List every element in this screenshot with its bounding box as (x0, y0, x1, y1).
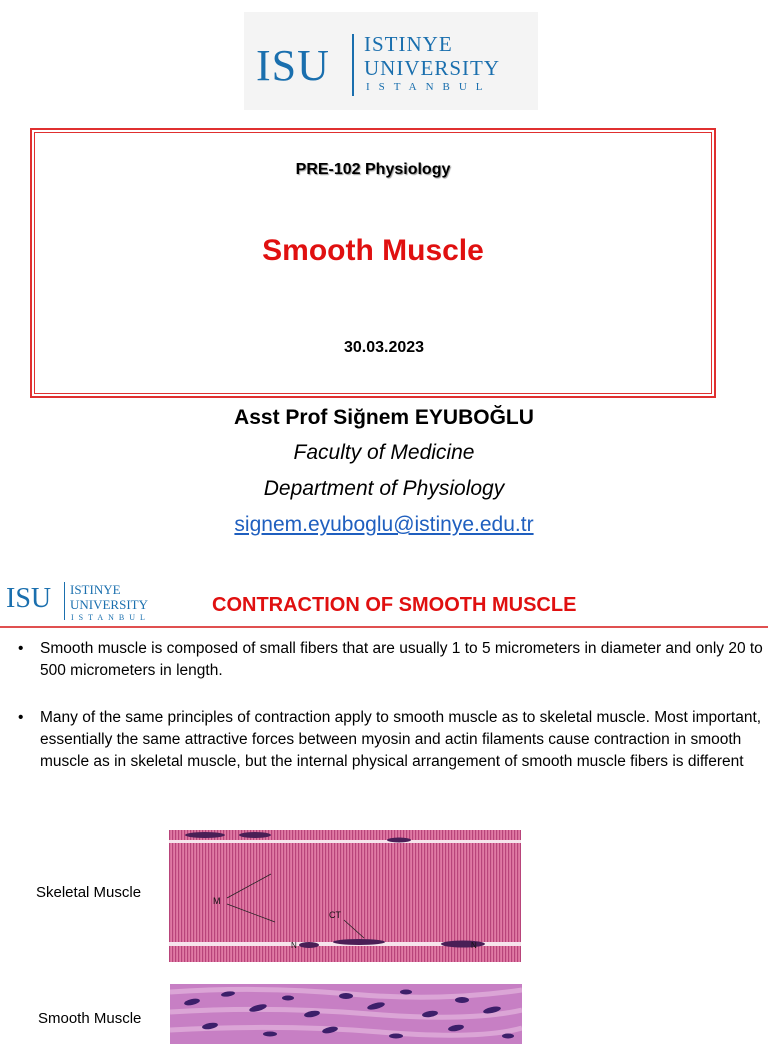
bullet-item (18, 707, 760, 803)
logo-divider (64, 582, 65, 620)
bullet-item (18, 638, 763, 688)
bullet-text: Many of the same principles of contraction apply to smooth muscle as to skeletal muscle. Most important, essentially the same attractive forces between myosin and actin filaments cause contraction in smooth muscle as in skeletal muscle, but the internal physical arrangement of smooth muscle fibers is different (40, 709, 762, 770)
university-logo-small (6, 576, 182, 624)
smooth-muscle-label: Smooth Muscle (38, 1010, 142, 1027)
department-name: Department of Physiology (263, 477, 505, 500)
title-divider (0, 626, 768, 628)
lecture-date: 30.03.2023 (343, 339, 425, 356)
university-logo (244, 12, 538, 110)
author-name: Asst Prof Siğnem EYUBOĞLU (234, 406, 534, 429)
smooth-muscle-micrograph (170, 984, 522, 1044)
logo-line-2: UNIVERSITY (70, 597, 148, 612)
course-code: PRE-102 Physiology (295, 161, 451, 178)
label-m: M (213, 896, 221, 906)
logo-line-1: ISTINYE (70, 582, 121, 597)
skeletal-muscle-micrograph (169, 830, 521, 962)
bullet-marker: • (18, 640, 24, 657)
logo-line-3: ISTANBUL (71, 613, 150, 622)
skeletal-muscle-label: Skeletal Muscle (36, 884, 142, 901)
label-n: N (471, 941, 477, 950)
logo-abbr: ISU (256, 41, 330, 90)
email-link[interactable]: signem.eyuboglu@istinye.edu.tr (234, 513, 534, 536)
logo-line-1: ISTINYE (364, 32, 453, 56)
lecture-title: Smooth Muscle (262, 234, 484, 267)
slide-contraction (0, 566, 768, 1027)
bullet-text: Smooth muscle is composed of small fibers that are usually 1 to 5 micrometers in diameter and only 20 to 500 micrometers in length. (40, 640, 763, 679)
label-ct: CT (329, 910, 341, 920)
label-n: N (291, 941, 297, 950)
bullet-marker: • (18, 709, 24, 726)
slide-title: CONTRACTION OF SMOOTH MUSCLE (212, 594, 577, 616)
logo-abbr: ISU (6, 583, 52, 614)
faculty-name: Faculty of Medicine (293, 441, 475, 464)
logo-line-3: ISTANBUL (366, 81, 492, 93)
logo-divider (352, 34, 354, 96)
logo-line-2: UNIVERSITY (364, 56, 500, 80)
